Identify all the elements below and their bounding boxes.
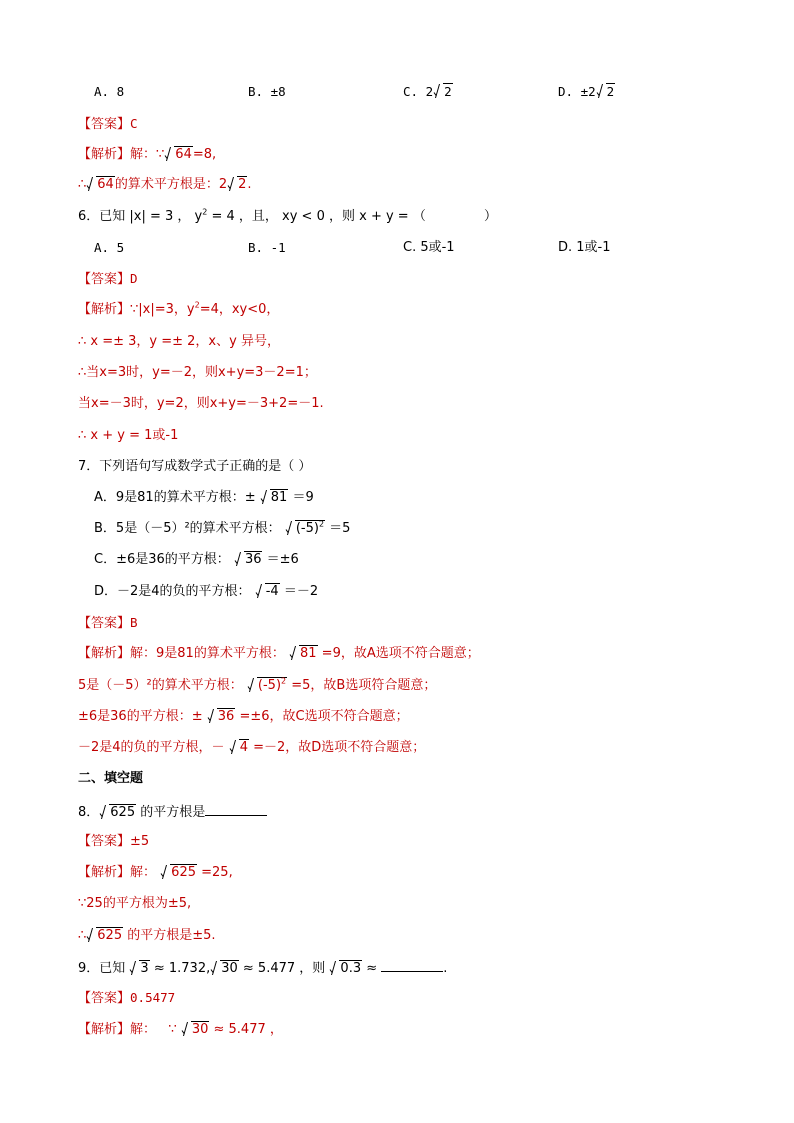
analysis-text: ∵25的平方根为±5, xyxy=(78,896,192,911)
q6-options xyxy=(0,236,794,260)
q5-option-c: C. 2 2 xyxy=(403,80,453,104)
q7-option-d xyxy=(0,580,794,604)
option-text: A．9是81的算术平方根：± xyxy=(94,490,256,505)
analysis-text: 的算术平方根是： xyxy=(114,177,219,192)
answer-tag: 【答案】 xyxy=(78,834,131,849)
q9-answer xyxy=(0,986,794,1010)
q6-option-d: D. 1或-1 xyxy=(558,240,611,255)
radicand: 625 xyxy=(110,805,136,820)
question-text: . xyxy=(443,961,448,976)
radicand: 0.3 xyxy=(340,961,362,976)
radicand: (-5) xyxy=(257,678,282,693)
q6-answer xyxy=(0,267,794,291)
section-heading: 二、填空题 xyxy=(78,771,144,786)
q5-answer xyxy=(0,112,794,136)
radicand: 81 xyxy=(299,646,317,661)
q8-stem xyxy=(0,799,794,823)
radicand: 30 xyxy=(191,1022,209,1037)
q5-analysis-line2 xyxy=(0,173,794,197)
option-text: B．5是（－5）²的算术平方根： xyxy=(94,521,281,536)
question-text: 8． xyxy=(78,805,100,820)
section-title xyxy=(0,767,794,791)
analysis-text: =4，xy<0， xyxy=(199,302,280,317)
radicand: 36 xyxy=(244,552,262,567)
q6-analysis-line5 xyxy=(0,424,794,448)
radicand: 64 xyxy=(97,177,114,192)
superscript: 2 xyxy=(194,300,200,310)
q8-analysis-line1 xyxy=(0,861,794,885)
radicand: 3 xyxy=(140,961,149,976)
q7-option-a xyxy=(0,486,794,510)
analysis-text: =－2，故D选项不符合题意； xyxy=(253,740,426,755)
analysis-text: 解： xyxy=(130,865,157,880)
radicand: 4 xyxy=(239,740,248,755)
analysis-text: =5，故B选项符合题意； xyxy=(291,678,437,693)
q7-option-b xyxy=(0,517,794,541)
radicand: 30 xyxy=(221,961,238,976)
q5-analysis-line1 xyxy=(0,143,794,167)
q8-analysis-line3 xyxy=(0,924,794,948)
analysis-text: 5是（－5）²的算术平方根： xyxy=(78,678,243,693)
option-text: ＝9 xyxy=(292,490,314,505)
analysis-text: ∵|x|=3，y xyxy=(130,302,195,317)
radicand: 81 xyxy=(270,490,288,505)
q7-stem xyxy=(0,455,794,479)
q7-option-c xyxy=(0,548,794,572)
question-text: 的平方根是 xyxy=(136,805,206,820)
analysis-text: =±6，故C选项不符合题意； xyxy=(239,709,409,724)
q6-analysis-line2 xyxy=(0,330,794,354)
answer-value: C xyxy=(130,116,138,131)
analysis-tag: 【解析】 xyxy=(78,147,131,162)
radicand: (-5) xyxy=(295,521,319,536)
q7-analysis-line4 xyxy=(0,736,794,760)
analysis-text: 的平方根是±5. xyxy=(123,928,216,943)
option-text: ＝5 xyxy=(329,521,351,536)
radicand: 36 xyxy=(217,709,235,724)
q7-analysis-line3 xyxy=(0,705,794,729)
q6-analysis-line1 xyxy=(0,298,794,322)
q5-option-a: A. 8 xyxy=(94,84,125,99)
question-text: ≈ xyxy=(362,961,382,976)
answer-tag: 【答案】 xyxy=(78,117,131,132)
question-text: ≈ 5.477 ，则 xyxy=(238,961,326,976)
option-text: D．－2是4的负的平方根： xyxy=(94,584,251,599)
q8-analysis-line2 xyxy=(0,892,794,916)
answer-tag: 【答案】 xyxy=(78,991,131,1006)
radicand: 64 xyxy=(175,147,192,162)
question-text: 6．已知 |x| = 3 ， y xyxy=(78,209,203,224)
analysis-text: ≈ 5.477 ， xyxy=(209,1022,283,1037)
answer-value: ±5 xyxy=(130,834,150,849)
q5-option-d: D. ±2 2 xyxy=(558,80,615,104)
analysis-text: =8, xyxy=(192,147,217,162)
q7-analysis-line1 xyxy=(0,642,794,666)
analysis-text: ∴ x + y = 1或-1 xyxy=(78,428,179,443)
analysis-text: ∴ xyxy=(78,177,87,192)
analysis-text: =9，故A选项不符合题意； xyxy=(321,646,480,661)
answer-value: 0.5477 xyxy=(130,990,176,1005)
q5-option-b: B. ±8 xyxy=(248,84,286,99)
radicand: -4 xyxy=(265,584,279,599)
analysis-text: －2是4的负的平方根，－ xyxy=(78,740,225,755)
analysis-text: ∴ xyxy=(78,928,87,943)
answer-value: B xyxy=(130,615,138,630)
q6-analysis-line4 xyxy=(0,392,794,416)
q7-answer xyxy=(0,611,794,635)
answer-tag: 【答案】 xyxy=(78,616,131,631)
analysis-text: 解：9是81的算术平方根： xyxy=(130,646,285,661)
q6-option-b: B. -1 xyxy=(248,240,286,255)
radicand: 625 xyxy=(171,865,196,880)
analysis-tag: 【解析】 xyxy=(78,865,131,880)
q5-options xyxy=(0,80,794,104)
option-text: ＝±6 xyxy=(266,552,299,567)
radicand: 625 xyxy=(97,928,123,943)
analysis-text: ∴当x=3时，y=－2，则x+y=3－2=1； xyxy=(78,365,317,380)
option-text: C．±6是36的平方根： xyxy=(94,552,230,567)
analysis-text: 2 xyxy=(218,177,228,192)
option-text: ＝－2 xyxy=(283,584,319,599)
question-text: 9．已知 xyxy=(78,961,126,976)
analysis-text: ±6是36的平方根：± xyxy=(78,709,203,724)
q6-option-a: A. 5 xyxy=(94,240,125,255)
answer-value: D xyxy=(130,271,138,286)
question-text: = 4 ，且， xy < 0 ，则 x + y = （ xyxy=(207,209,426,224)
analysis-tag: 【解析】 xyxy=(78,1022,131,1037)
q7-analysis-line2 xyxy=(0,674,794,698)
question-text: ≈ 1.732, xyxy=(153,961,211,976)
q9-analysis-line1 xyxy=(0,1018,794,1042)
q6-close-paren: ） xyxy=(484,209,498,224)
answer-tag: 【答案】 xyxy=(78,272,131,287)
q8-answer xyxy=(0,830,794,854)
q9-stem xyxy=(0,955,794,979)
question-text: 7．下列语句写成数学式子正确的是（ ） xyxy=(78,459,312,474)
analysis-tag: 【解析】 xyxy=(78,646,131,661)
analysis-text: . xyxy=(247,177,252,192)
analysis-text: 解：∵ xyxy=(130,147,165,162)
answer-blank[interactable] xyxy=(205,799,267,816)
q6-stem xyxy=(0,205,794,229)
analysis-text: ∴ x =± 3，y =± 2，x、y 异号， xyxy=(78,334,280,349)
q6-analysis-line3 xyxy=(0,361,794,385)
answer-blank[interactable] xyxy=(381,955,443,972)
analysis-tag: 【解析】 xyxy=(78,302,131,317)
analysis-text: 当x=－3时，y=2，则x+y=－3+2=－1. xyxy=(78,396,324,411)
superscript: 2 xyxy=(281,676,287,686)
radicand: 2 xyxy=(238,177,247,192)
analysis-text: 解： ∵ xyxy=(130,1022,177,1037)
superscript: 2 xyxy=(318,519,325,529)
superscript: 2 xyxy=(202,207,208,217)
q6-option-c: C. 5或-1 xyxy=(403,240,455,255)
analysis-text: =25, xyxy=(201,865,233,880)
